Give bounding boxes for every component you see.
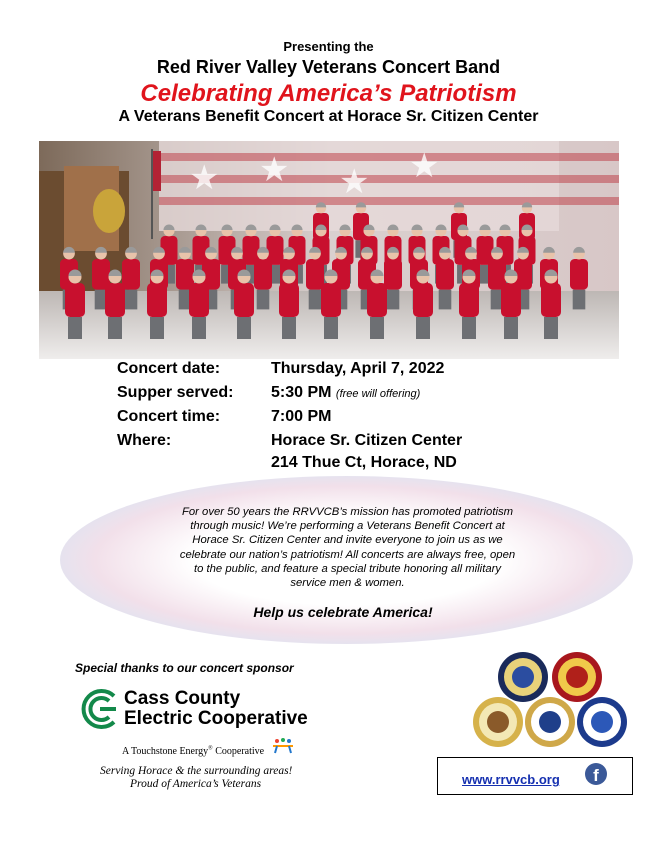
event-subhead: A Veterans Benefit Concert at Horace Sr. Citizen Center — [118, 108, 539, 125]
detail-note: (free will offering) — [335, 388, 421, 400]
presenting-line: Presenting the — [283, 39, 374, 54]
detail-value: 5:30 PM — [271, 384, 332, 401]
navy-seal-icon — [473, 697, 523, 747]
mission-line: through music! We’re performing a Veterans Benefit Concert at — [190, 520, 505, 533]
svg-text:★: ★ — [259, 150, 290, 190]
registered-mark: ® — [208, 745, 213, 752]
call-to-action: Help us celebrate America! — [253, 604, 433, 620]
event-headline: Celebrating America’s Patriotism — [140, 80, 517, 107]
air-force-seal-icon — [577, 697, 627, 747]
marine-corps-seal-icon — [552, 652, 602, 702]
website-box — [437, 757, 633, 795]
military-seals — [470, 650, 630, 750]
mission-text — [140, 505, 555, 590]
mission-line: For over 50 years the RRVVCB’s mission has promoted patriotism — [181, 506, 514, 518]
detail-value-group — [271, 384, 420, 402]
mission-line: to the public, and feature a special tribute honoring all military — [193, 562, 502, 575]
detail-value: Thursday, April 7, 2022 — [271, 360, 445, 377]
serving-line1: Serving Horace & the surrounding areas! — [100, 765, 293, 777]
detail-label: Concert date: — [117, 360, 221, 377]
coast-guard-seal-icon — [525, 697, 575, 747]
mission-line: celebrate our nation’s patriotism! All concerts are always free, open — [179, 548, 516, 561]
band-photo — [39, 141, 619, 359]
touchstone-figure-icon — [271, 738, 295, 757]
cass-county-logo-icon — [80, 688, 122, 735]
detail-label: Supper served: — [117, 384, 234, 401]
detail-label: Where: — [117, 432, 172, 449]
army-seal-icon — [498, 652, 548, 702]
mission-line: service men & women. — [290, 577, 405, 590]
detail-value: Horace Sr. Citizen Center — [271, 432, 463, 449]
sponsor-name-line1: Cass County — [124, 688, 241, 709]
detail-value: 7:00 PM — [271, 408, 332, 425]
sponsor-tagline — [122, 738, 295, 757]
detail-value: 214 Thue Ct, Horace, ND — [271, 454, 457, 471]
tagline-main: A Touchstone Energy — [122, 746, 209, 757]
sponsor-name-line2: Electric Cooperative — [124, 708, 308, 729]
svg-text:★: ★ — [189, 158, 220, 198]
sponsor-thanks: Special thanks to our concert sponsor — [75, 661, 294, 675]
facebook-icon[interactable]: f — [585, 763, 607, 785]
mission-line: Horace Sr. Citizen Center and invite everyone to join us as we — [192, 534, 503, 547]
website-link[interactable]: www.rrvvcb.org — [462, 772, 560, 787]
serving-line2: Proud of America’s Veterans — [130, 778, 262, 790]
svg-text:★: ★ — [409, 146, 440, 186]
band-name: Red River Valley Veterans Concert Band — [156, 57, 501, 77]
detail-label: Concert time: — [117, 408, 221, 425]
svg-text:★: ★ — [339, 162, 370, 202]
serving-text — [100, 765, 292, 791]
sponsor-name — [124, 689, 308, 729]
tagline-end: Cooperative — [212, 746, 265, 757]
